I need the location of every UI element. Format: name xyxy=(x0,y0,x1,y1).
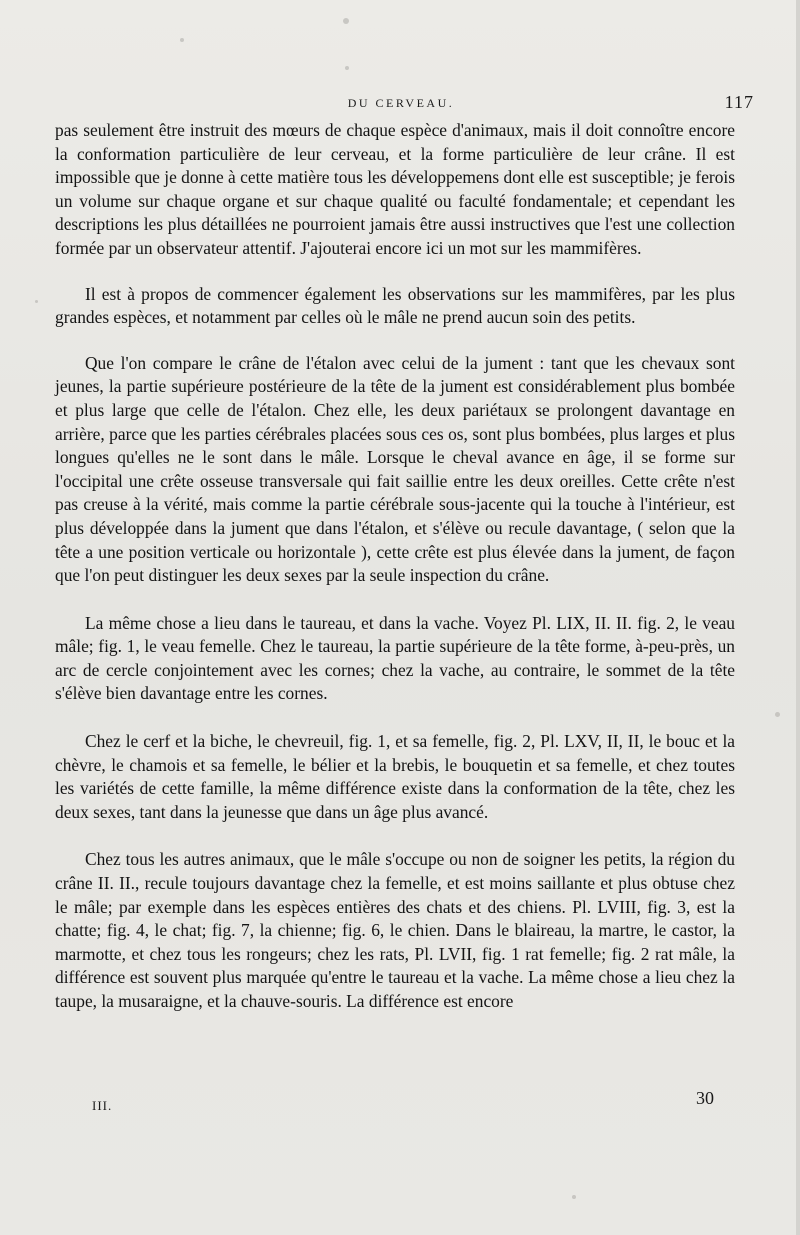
paragraph: Chez tous les autres animaux, que le mâle s'occupe ou non de soigner les petits, la région du crâne II. II., recule toujours davantage chez la femelle, et est moins saillante et plus obtuse chez le mâle; par exemple dans les espèces entières des chats et des chiens. Pl. LVIII, fig. 3, est la chatte; fig. 4, le chat; fig. 7, la chienne; fig. 6, le chien. Dans le blaireau, la martre, le castor, la marmotte, et chez tous les rongeurs; chez les rats, Pl. LVII, fig. 1 rat femelle; fig. 2 rat mâle, la différence est souvent plus marquée qu'entre le taureau et la vache. La même chose a lieu chez la taupe, la musaraigne, et la chauve-souris. La différence est encore xyxy=(55,849,735,1011)
paper-speck xyxy=(35,300,38,303)
volume-signature: III. xyxy=(92,1098,113,1113)
paragraph: La même chose a lieu dans le taureau, et dans la vache. Voyez Pl. LIX, II. II. fig. 2, le veau mâle; fig. 1, le veau femelle. Chez le taureau, la partie supérieure de la tête forme, à-peu-près, un arc de cercle conjointement avec les cornes; chez la vache, au contraire, le sommet de la tête s'élève bien davantage entre les cornes. xyxy=(55,612,735,704)
paper-speck xyxy=(343,18,349,24)
page-footer xyxy=(92,1088,712,1116)
running-title: DU CERVEAU. xyxy=(347,96,455,110)
page-number: 117 xyxy=(724,92,754,112)
paper-speck xyxy=(345,66,349,70)
paper-speck xyxy=(775,712,780,717)
gathering-signature: 30 xyxy=(696,1088,714,1108)
paragraph: pas seulement être instruit des mœurs de chaque espèce d'animaux, mais il doit connoître encore la conformation particulière de leur cerveau, et la forme particulière de leur crâne. Il est impossible que je donne à cette matière tous les développemens dont elle est susceptible; je ferois un volume sur chaque organe et sur chaque qualité ou faculté fondamentale; et cependant les descriptions les plus détaillées ne pourroient jamais être aussi instructives que l'est une collection formée par un observateur attentif. J'ajouterai encore ici un mot sur les mammifères. xyxy=(55,120,735,258)
paragraph: Chez le cerf et la biche, le chevreuil, fig. 1, et sa femelle, fig. 2, Pl. LXV, II, II, le bouc et la chèvre, le chamois et sa femelle, le bélier et la brebis, le bouquetin et sa femelle, et chez toutes les variétés de cette famille, la même différence existe dans la conformation de la tête, chez les deux sexes, tant dans la jeunesse que dans un âge plus avancé. xyxy=(55,731,735,822)
body-text xyxy=(55,119,735,1014)
page-header xyxy=(56,92,754,116)
paper-speck xyxy=(180,38,184,42)
paper-speck xyxy=(572,1195,576,1199)
paragraph: Que l'on compare le crâne de l'étalon avec celui de la jument : tant que les chevaux sont jeunes, la partie supérieure postérieure de la tête de la jument est considérablement plus bombée et plus large que celle de l'étalon. Chez elle, les deux pariétaux se prolongent davantage en arrière, parce que les parties cérébrales placées sous ces os, sont plus bombées, plus larges et plus longues qu'elles ne le sont dans le mâle. Lorsque le cheval avance en âge, il se forme sur l'occipital une crête osseuse transversale qui fait saillie entre les deux oreilles. Cette crête n'est pas creuse à la vérité, mais comme la partie cérébrale sous-jacente qui la touche à l'intérieur, est plus développée dans la jument que dans l'étalon, et s'élève ou recule davantage, ( selon que la tête a une position verticale ou horizontale ), cette crête est plus élevée dans la jument, de façon que l'on peut distinguer les deux sexes par la seule inspection du crâne. xyxy=(55,352,735,586)
paragraph: Il est à propos de commencer également les observations sur les mammifères, par les plus grandes espèces, et notamment par celles où le mâle ne prend aucun soin des petits. xyxy=(55,283,735,328)
